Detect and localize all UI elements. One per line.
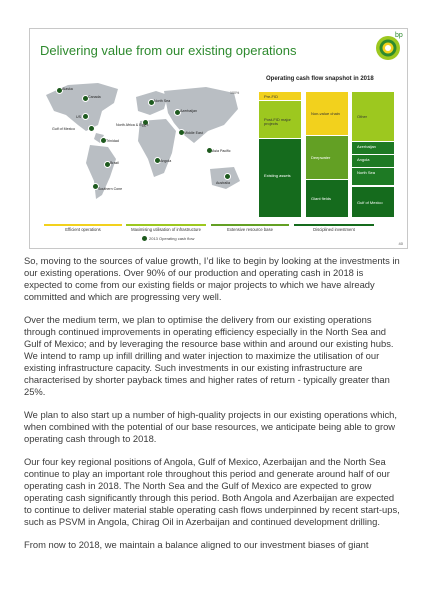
map-label: Azerbaijan — [180, 109, 197, 113]
bar-segment — [259, 100, 301, 138]
bar-segment-label: Angola — [357, 157, 370, 162]
bar-segment-label: Gulf of Mexico — [357, 199, 383, 205]
chart-bar — [306, 91, 348, 217]
category-label: Maximising utilisation of infrastructure — [126, 224, 206, 240]
map-label: Gulf of Mexico — [52, 127, 75, 131]
body-text — [24, 255, 402, 562]
map-marker — [88, 125, 95, 132]
map-marker — [224, 173, 231, 180]
map-label: US — [76, 115, 81, 119]
paragraph: Over the medium term, we plan to optimise the delivery from our existing operations through continued improvements in operating efficiency especially in the North Sea and Gulf of Mexico; and by leveraging the resource base within and around our existing hubs. We intend to ramp up infill drilling and water injection to maximize the utilisation of our existing infrastructure capacity. Such investments in our existing infrastructure are characterised by shorter payback times and higher rates of return - typically greater than 25%. — [24, 314, 394, 397]
chart-bar — [352, 91, 394, 217]
bar-segment-label: Deepwater — [311, 154, 331, 160]
category-label: Disciplined investment — [294, 224, 374, 240]
bar-segment-label: Post-FID major projects — [264, 116, 291, 127]
category-label: Extensive resource base — [211, 224, 289, 240]
map-label: Brazil — [110, 161, 119, 165]
category-strip — [44, 224, 374, 236]
bar-segment — [306, 91, 348, 135]
map-label: Southern Cone — [98, 187, 123, 191]
bar-segment-label: Azerbaijan — [357, 144, 376, 150]
paragraph: So, moving to the sources of value growth, I’d like to begin by looking at the investments in our existing operations. Over 90% of our production and operating cash in 2018 is expected to come from our existing fields or major projects to which we have already committed and which are progressing very well. — [24, 255, 400, 302]
bar-segment-label: Giant fields — [311, 196, 332, 202]
map-label: Asia Pacific — [212, 149, 231, 153]
map-label: Canada — [88, 95, 101, 99]
presentation-slide — [29, 28, 408, 249]
map-marker — [82, 113, 89, 120]
bar-segment — [352, 91, 394, 141]
bar-segment — [259, 91, 301, 100]
bar-segment-label: North Sea — [357, 169, 376, 175]
chart-title: Operating cash flow snapshot in 2018 — [266, 76, 374, 82]
bar-segment-label: Existing assets — [264, 173, 291, 179]
bar-segment — [352, 186, 394, 218]
map-label: Trinidad — [106, 139, 119, 143]
y-axis-label: 100% — [230, 91, 240, 95]
logo-text: bp — [395, 32, 403, 39]
paragraph: We plan to also start up a number of high-quality projects in our existing operations which, when combined with the potential of our base resources, we anticipate being able to grow operating cash through to 2018. — [24, 409, 397, 444]
bar-segment — [352, 154, 394, 167]
map-label: North Sea — [154, 99, 171, 103]
category-label: Efficient operations — [44, 224, 122, 240]
bar-segment — [352, 141, 394, 154]
map-label: Middle East — [184, 131, 203, 135]
map-label: North Africa & Egypt — [116, 123, 149, 127]
bar-segment-label: Other — [357, 113, 368, 119]
bar-segment — [306, 135, 348, 179]
map-label: Alaska — [62, 87, 73, 91]
bar-segment — [352, 167, 394, 186]
bar-segment-label: Non-value chain — [311, 110, 340, 116]
map-legend-label: 2013 Operating cash flow — [149, 236, 195, 241]
map-label: Angola — [160, 159, 172, 163]
paragraph: From now to 2018, we maintain a balance aligned to our investment biases of giant — [24, 539, 369, 550]
paragraph: Our four key regional positions of Angola, Gulf of Mexico, Azerbaijan and the North Sea continue to play an important role throughout this period and generate around half of our operating cash in 2018. The North Sea and the Gulf of Mexico are expected to grow operating cash significantly through this period. Both Angola and Azerbaijan are expected to continue to deliver material stable operating cash flows underpinned by recent start-ups, such as PSVM in Angola, Chirag Oil in Azerbaijan and continued development drilling. — [24, 456, 400, 527]
page-number: 40 — [398, 241, 403, 246]
bar-segment — [259, 138, 301, 217]
world-map-shapes — [38, 73, 248, 223]
map-label: Australia — [216, 181, 230, 185]
bar-segment — [306, 179, 348, 217]
bar-segment-label: Pre-FID — [264, 94, 278, 99]
slide-title: Delivering value from our existing operations — [40, 43, 297, 58]
chart-bar — [259, 91, 301, 217]
